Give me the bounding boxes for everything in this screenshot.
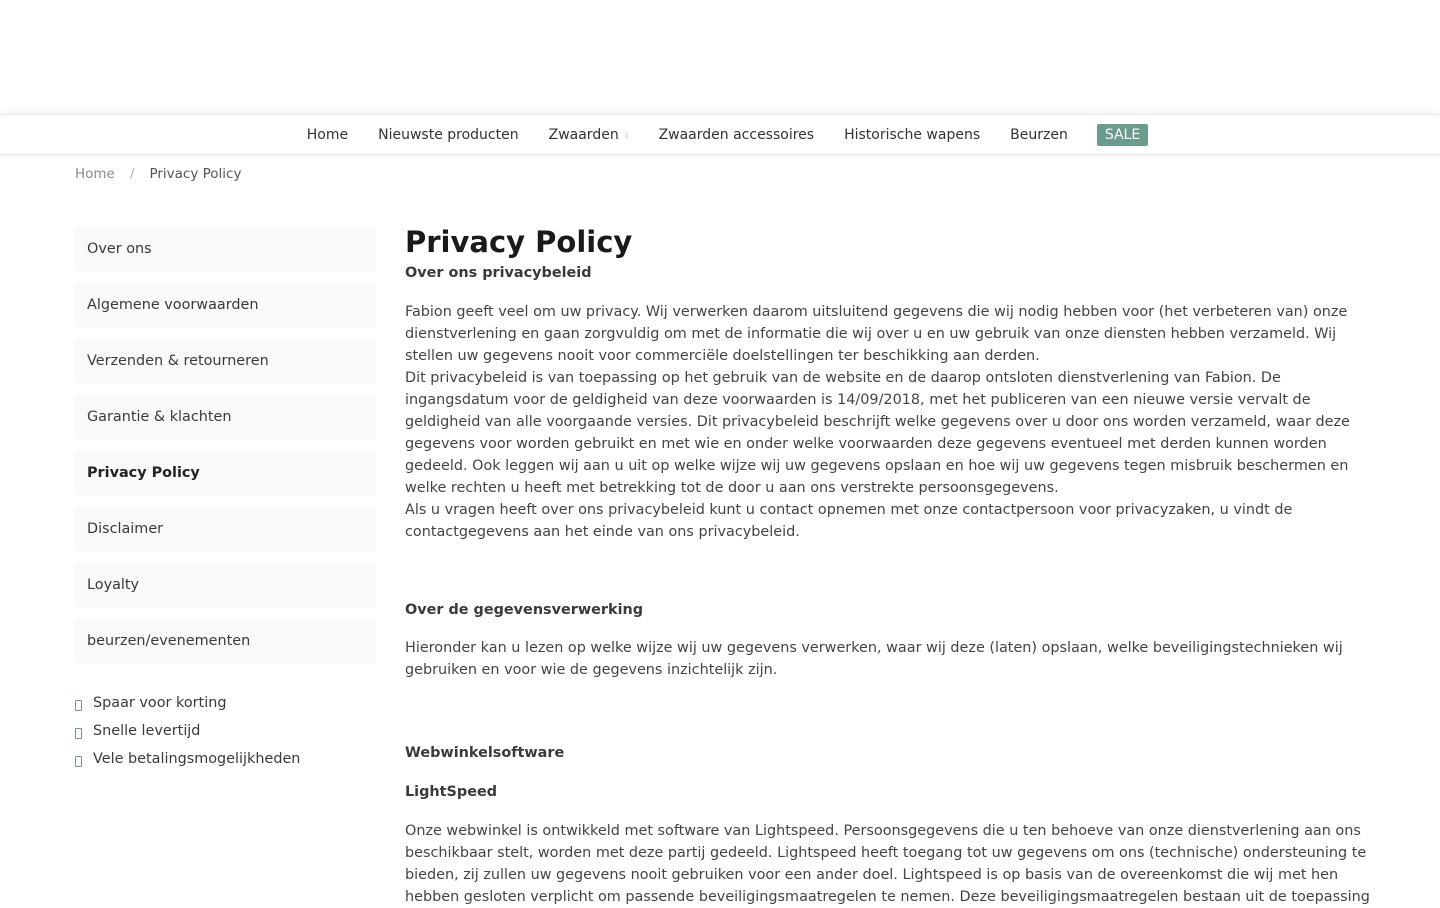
breadcrumb-separator: / xyxy=(129,166,135,182)
nav-historical-weapons[interactable]: Historische wapens xyxy=(844,126,981,143)
section-heading-processing: Over de gegevensverwerking xyxy=(405,602,644,618)
usp-item xyxy=(75,689,300,717)
nav-swords[interactable] xyxy=(549,127,629,143)
section-heading-privacy: Over ons privacybeleid xyxy=(405,265,592,281)
check-icon xyxy=(75,728,82,739)
paragraph: Fabion geeft veel om uw privacy. Wij verwerken daarom uitsluitend gegevens die wij nodig hebben voor (het verbeteren van) onze dienstverlening en gaan zorgvuldig om met de informatie die wij over u en uw gebruik van onze diensten hebben verzameld. Wij stellen uw gegevens nooit voor commerciële doelstellingen ter beschikking aan derden. xyxy=(405,304,1348,364)
usp-label: Vele betalingsmogelijkheden xyxy=(93,751,301,767)
usp-list xyxy=(75,689,300,773)
usp-label: Snelle levertijd xyxy=(93,723,201,739)
sidebar-item-privacy-policy[interactable]: Privacy Policy xyxy=(75,450,376,495)
usp-label: Spaar voor korting xyxy=(93,695,227,711)
sidebar-item-fairs-events[interactable]: beurzen/evenementen xyxy=(75,618,376,663)
sidebar-item-disclaimer[interactable]: Disclaimer xyxy=(75,506,376,551)
paragraph: Onze webwinkel is ontwikkeld met software van Lightspeed. Persoonsgegevens die u ten behoeve van onze dienstverlening aan ons beschikbaar stelt, worden met deze partij gedeeld. Lightspeed heeft toegang tot uw gegevens om ons (technische) ondersteuning te bieden, zij zullen uw gegevens nooit gebruiken voor een ander doel. Lightspeed is op basis van de overeenkomst die wij met hen hebben gesloten verplicht om passende beveiligingsmaatregelen te nemen. Deze beveiligingsmaatregelen bestaan uit de toepassing xyxy=(405,823,1370,905)
page-content xyxy=(405,226,1370,908)
breadcrumb xyxy=(75,166,241,182)
usp-item xyxy=(75,717,300,745)
page-title: Privacy Policy xyxy=(405,225,633,259)
chevron-down-icon: ▯ xyxy=(624,130,629,139)
nav-sword-accessories[interactable]: Zwaarden accessoires xyxy=(658,126,815,143)
check-icon xyxy=(75,756,82,767)
section-subheading-lightspeed: LightSpeed xyxy=(405,784,498,800)
check-icon xyxy=(75,700,82,711)
breadcrumb-current: Privacy Policy xyxy=(149,166,242,182)
sidebar-item-about-us[interactable]: Over ons xyxy=(75,226,376,271)
paragraph: Hieronder kan u lezen op welke wijze wij uw gegevens verwerken, waar wij deze (laten) opslaan, welke beveiligingstechnieken wij gebruiken en voor wie de gegevens inzichtelijk zijn. xyxy=(405,640,1343,678)
paragraph: Dit privacybeleid is van toepassing op het gebruik van de website en de daarop ontsloten dienstverlening van Fabion. De ingangsdatum voor de geldigheid van deze voorwaarden is 14/09/2018, met het publiceren van een nieuwe versie vervalt de geldigheid van alle voorgaande versies. Dit privacybeleid beschrijft welke gegevens over u door ons worden verzameld, waar deze gegevens voor worden gebruikt en met wie en onder welke voorwaarden deze gegevens eventueel met derden kunnen worden gedeeld. Ook leggen wij aan u uit op welke wijze wij uw gegevens opslaan en hoe wij uw gegevens tegen misbruik beschermen en welke rechten u heeft met betrekking tot de door u aan ons verstrekte persoonsgegevens. xyxy=(405,370,1350,496)
sidebar-item-warranty[interactable]: Garantie & klachten xyxy=(75,394,376,439)
nav-newest-products[interactable]: Nieuwste producten xyxy=(378,126,519,143)
breadcrumb-home-link[interactable]: Home xyxy=(75,166,115,182)
section-heading-webshop-software: Webwinkelsoftware xyxy=(405,745,565,761)
paragraph: Als u vragen heeft over ons privacybeleid kunt u contact opnemen met onze contactpersoon voor privacyzaken, u vindt de contactgegevens aan het einde van ons privacybeleid. xyxy=(405,502,1293,540)
sidebar-item-loyalty[interactable]: Loyalty xyxy=(75,562,376,607)
header-area xyxy=(0,0,1440,114)
main-nav xyxy=(0,114,1440,155)
sidebar-item-shipping-returns[interactable]: Verzenden & retourneren xyxy=(75,338,376,383)
usp-item xyxy=(75,745,300,773)
sidebar-menu xyxy=(75,226,376,674)
nav-sale-badge[interactable]: SALE xyxy=(1097,124,1148,146)
sidebar-item-terms[interactable]: Algemene voorwaarden xyxy=(75,282,376,327)
nav-fairs[interactable]: Beurzen xyxy=(1010,126,1068,143)
nav-home[interactable]: Home xyxy=(306,126,349,143)
nav-swords-label: Zwaarden xyxy=(548,126,619,143)
